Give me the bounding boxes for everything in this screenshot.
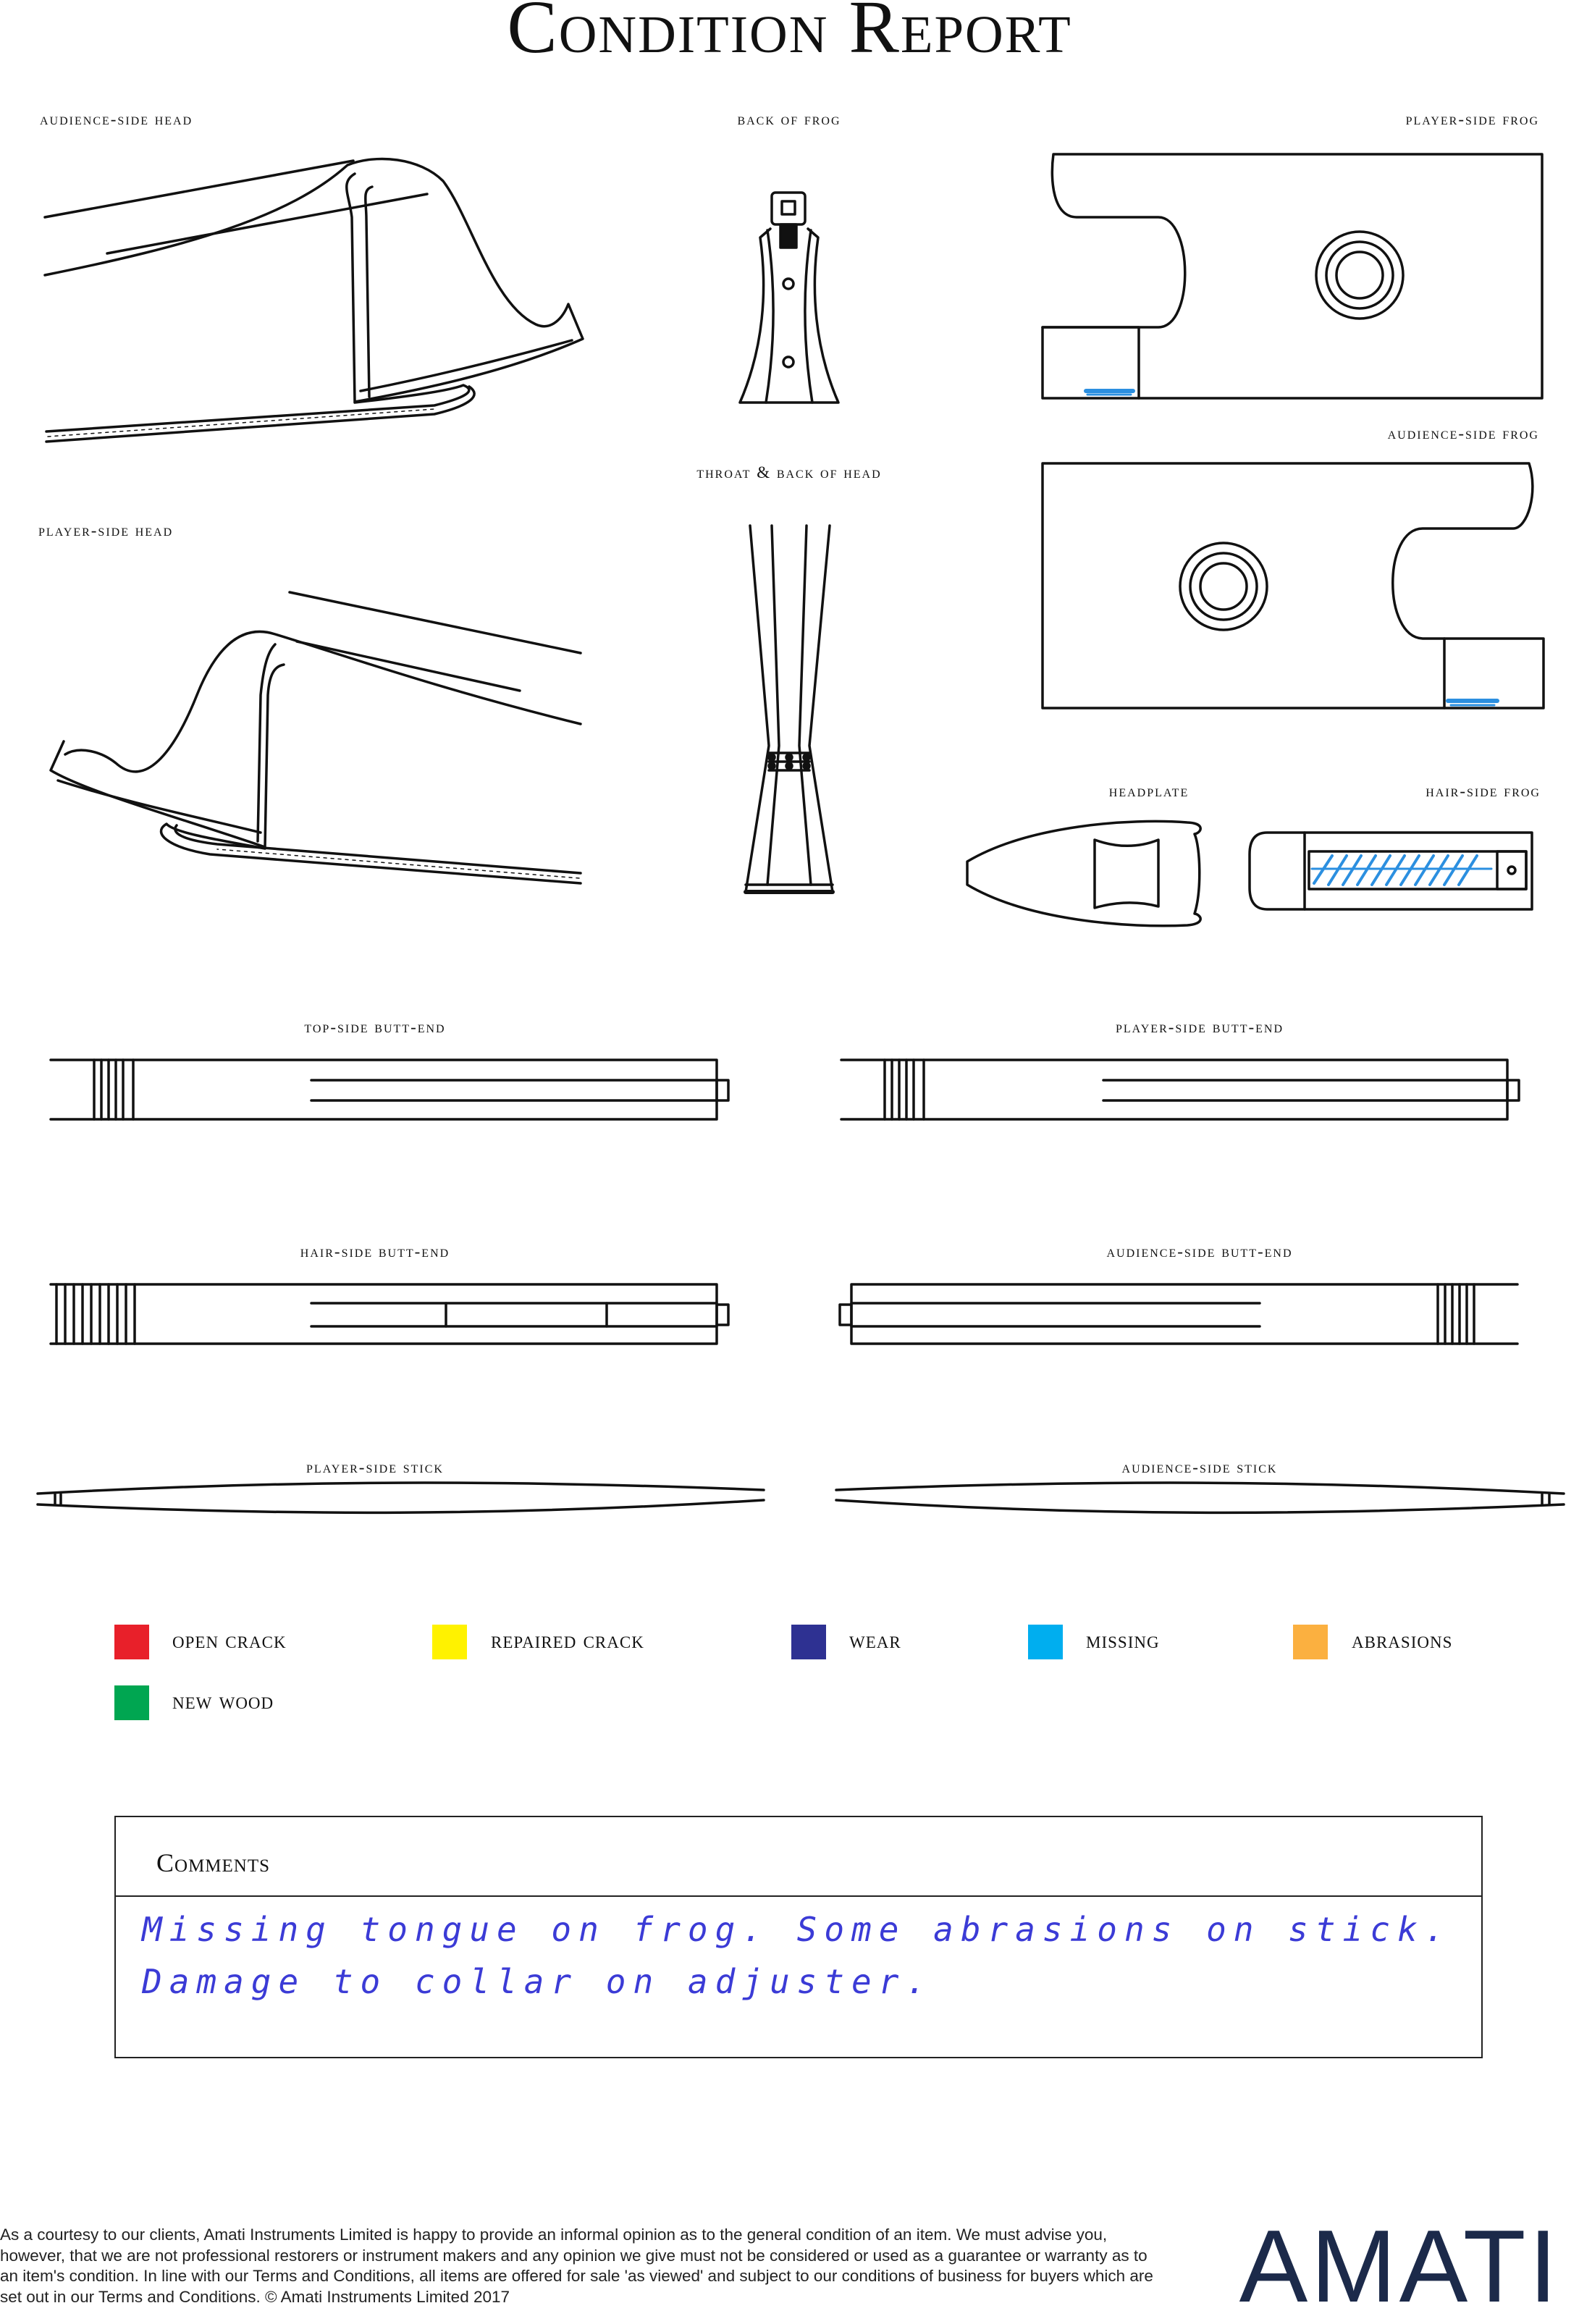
legend-swatch-abrasions: [1293, 1625, 1328, 1659]
audience-side-frog-drawing: [1043, 463, 1544, 708]
player-side-frog-drawing: [1043, 154, 1542, 398]
audience-side-butt-end-drawing: [840, 1284, 1517, 1344]
amati-logo: AMATI: [1239, 2209, 1560, 2324]
headplate-drawing: [967, 821, 1200, 925]
top-side-butt-end-drawing: [51, 1060, 728, 1119]
player-side-head-drawing: [51, 592, 581, 883]
comment-line-1: Missing tongue on frog. Some abrasions on stick.: [142, 1910, 1452, 1949]
label-audience-side-butt-end: audience-side butt-end: [1106, 1242, 1293, 1260]
comments-box: [114, 1816, 1483, 2058]
label-back-of-frog: back of frog: [737, 110, 841, 128]
label-player-side-butt-end: player-side butt-end: [1115, 1018, 1284, 1036]
label-audience-side-frog: audience-side frog: [1387, 424, 1539, 442]
legend-swatch-new-wood: [114, 1685, 149, 1720]
legend-label-new-wood: new wood: [172, 1688, 274, 1714]
label-audience-side-stick: audience-side stick: [1121, 1458, 1278, 1476]
legend-label-repaired-crack: repaired crack: [491, 1628, 644, 1654]
player-side-stick-drawing: [38, 1483, 764, 1512]
audience-side-stick-drawing: [836, 1483, 1564, 1512]
audience-side-head-drawing: [45, 159, 583, 442]
label-headplate: headplate: [1108, 782, 1189, 800]
legend-swatch-open-crack: [114, 1625, 149, 1659]
legend-label-wear: wear: [849, 1628, 901, 1654]
disclaimer-text: As a courtesy to our clients, Amati Instruments Limited is happy to provide an informal opinion as to the general condition of an item. We must advise you, however, that we are not professional restorers or instrument makers and any opinion we give must not be considered or used as a guarantee or warranty as to an item's condition. In line with our Terms and Conditions, all items are offered for sale 'as viewed' and subject to our conditions of business for buyers which are set out in our Terms and Conditions. © Amati Instruments Limited 2017: [0, 2226, 1153, 2306]
throat-back-of-head-drawing: [746, 526, 833, 892]
legend-swatch-repaired-crack: [432, 1625, 467, 1659]
label-hair-side-butt-end: hair-side butt-end: [300, 1242, 450, 1260]
legend-swatch-missing: [1028, 1625, 1063, 1659]
label-throat-back-of-head: throat & back of head: [696, 463, 882, 481]
comments-header: [116, 1817, 1481, 1897]
label-player-side-head: player-side head: [38, 521, 174, 539]
legend-label-open-crack: open crack: [172, 1628, 287, 1654]
page-title: Condition Report: [507, 0, 1072, 69]
legend-label-abrasions: abrasions: [1352, 1628, 1453, 1654]
hair-side-frog-drawing: [1250, 833, 1532, 909]
label-top-side-butt-end: top-side butt-end: [304, 1018, 446, 1036]
player-side-butt-end-drawing: [841, 1060, 1519, 1119]
legend-swatch-wear: [791, 1625, 826, 1659]
label-audience-side-head: audience-side head: [40, 110, 193, 128]
label-hair-side-frog: hair-side frog: [1426, 782, 1541, 800]
comment-line-2: Damage to collar on adjuster.: [142, 1962, 934, 2001]
legend-label-missing: missing: [1086, 1628, 1160, 1654]
comments-label: Comments: [156, 1848, 271, 1877]
label-player-side-frog: player-side frog: [1405, 110, 1539, 128]
label-player-side-stick: player-side stick: [306, 1458, 444, 1476]
back-of-frog-drawing: [740, 193, 838, 403]
hair-side-butt-end-drawing: [51, 1284, 728, 1344]
